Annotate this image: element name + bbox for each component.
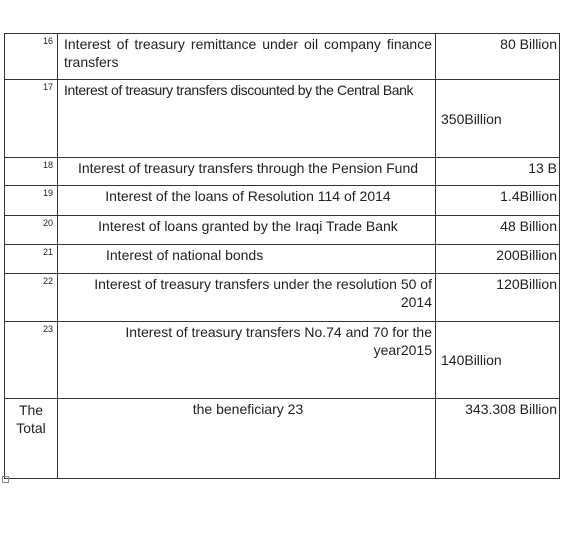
- total-row: [5, 399, 560, 479]
- row-description: Interest of treasury transfers under the resolution 50 of 2014: [58, 274, 436, 322]
- row-value: 350Billion: [436, 80, 560, 158]
- table-row: [5, 80, 560, 158]
- row-number: 23: [5, 322, 58, 399]
- table-row: [5, 245, 560, 274]
- row-description: Interest of treasury transfers No.74 and 70 for the year2015: [58, 322, 436, 399]
- row-number: 18: [5, 158, 58, 186]
- row-number: 19: [5, 186, 58, 216]
- table-row: [5, 216, 560, 245]
- row-value: 200Billion: [436, 245, 560, 274]
- table-row: [5, 322, 560, 399]
- total-description: the beneficiary 23: [58, 399, 436, 479]
- row-value: 1.4Billion: [436, 186, 560, 216]
- row-value: 13 B: [436, 158, 560, 186]
- row-value: 120Billion: [436, 274, 560, 322]
- row-value: 140Billion: [436, 322, 560, 399]
- row-description: Interest of the loans of Resolution 114 of 2014: [58, 186, 436, 216]
- row-number: 21: [5, 245, 58, 274]
- total-value: 343.308 Billion: [436, 399, 560, 479]
- row-description: Interest of national bonds: [58, 245, 436, 274]
- row-number: 16: [5, 34, 58, 80]
- row-number: 22: [5, 274, 58, 322]
- total-label: The Total: [5, 399, 58, 479]
- row-description-text: Interest of treasury remittance under oil company finance transfers: [64, 36, 432, 70]
- table-row: [5, 186, 560, 216]
- row-value: 48 Billion: [436, 216, 560, 245]
- row-number: 20: [5, 216, 58, 245]
- row-description: Interest of treasury transfers discounted by the Central Bank: [58, 80, 436, 158]
- row-value: 80 Billion: [436, 34, 560, 80]
- table-anchor-handle[interactable]: [2, 476, 9, 483]
- row-description: Interest of treasury transfers through the Pension Fund: [58, 158, 436, 186]
- interest-table: [4, 33, 560, 479]
- row-number: 17: [5, 80, 58, 158]
- table-row: [5, 34, 560, 80]
- table-row: [5, 274, 560, 322]
- table-row: [5, 158, 560, 186]
- row-description: [58, 34, 436, 80]
- row-description: Interest of loans granted by the Iraqi Trade Bank: [58, 216, 436, 245]
